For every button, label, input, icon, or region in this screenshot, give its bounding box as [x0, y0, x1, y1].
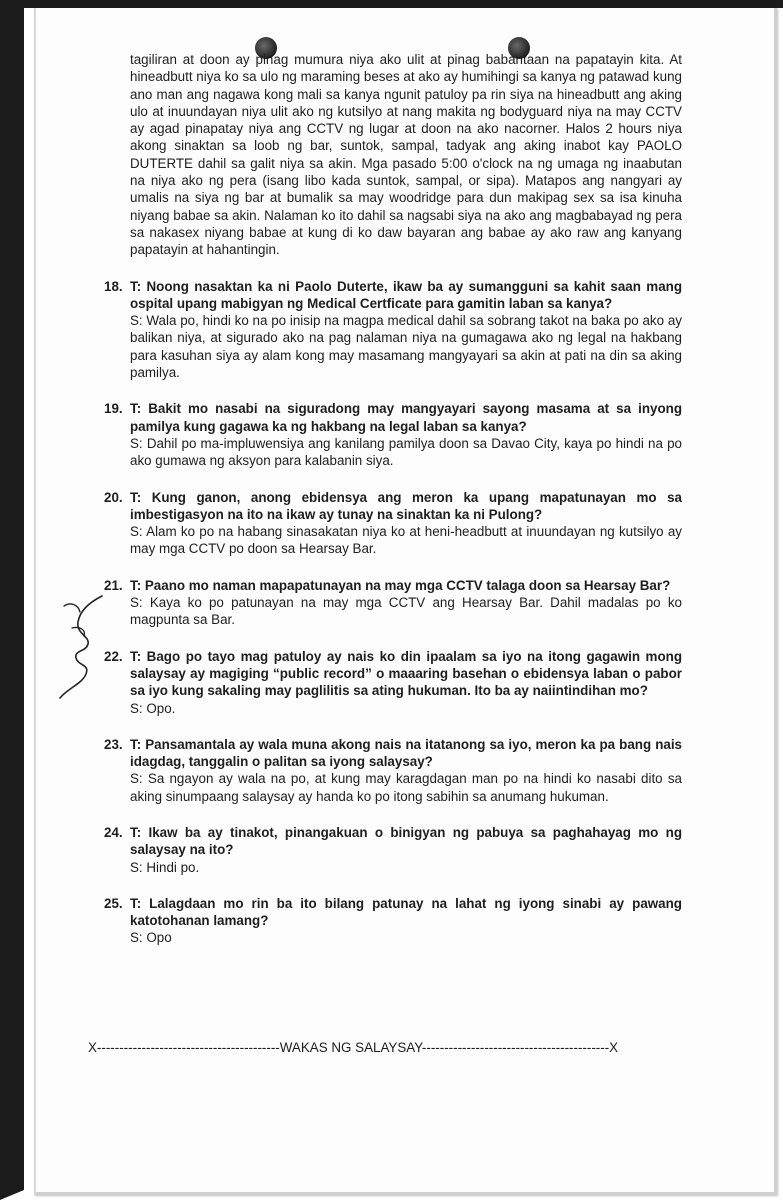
qa-item-18 [104, 278, 682, 382]
answer-text: S: Hindi po. [130, 859, 200, 875]
item-number: 25. [104, 895, 123, 911]
item-number: 20. [104, 489, 123, 505]
answer-text: S: Kaya ko po patunayan na may mga CCTV ang Hearsay Bar. Dahil madalas po ko magpunta sa Bar. [130, 595, 682, 628]
qa-item-19 [104, 400, 682, 469]
answer-text: S: Dahil po ma-impluwensiya ang kanilang pamilya doon sa Davao City, kaya po hindi na po ako gumawa ng aksyon para kalabanin siya. [130, 435, 682, 469]
item-number: 18. [104, 278, 123, 294]
item-number: 23. [104, 736, 123, 752]
qa-item-22 [104, 648, 682, 717]
question-text: T: Paano mo naman mapapatunayan na may mga CCTV talaga doon sa Hearsay Bar? [130, 577, 671, 593]
question-text: T: Bago po tayo mag patuloy ay nais ko din ipaalam sa iyo na itong gagawin mong salaysay ay magiging “public record” o maaaring basehan o ebidensya laban o pabor sa iyo kung sakaling may paglilitis sa ating hukuman. Ito ba ay naiintindihan mo? [130, 648, 682, 699]
question-text: T: Lalagdaan mo rin ba ito bilang patunay na lahat ng iyong sinabi ay pawang katotohanan lamang? [130, 895, 682, 929]
answer-text: S: Opo. [130, 700, 176, 716]
qa-item-25 [104, 895, 682, 947]
answer-text: S: Opo [130, 930, 172, 946]
answer-text: S: Alam ko po na habang sinasakatan niya ko at heni-headbutt at inuundayan ng kutsilyo ay may mga CCTV po doon sa Hearsay Bar. [130, 524, 682, 557]
intro-paragraph: tagiliran at doon ay pinag mumura niya ako ulit at pinag babantaan na papatayin kita. At hineadbutt niya ko sa ulo ng maraming beses at ako ay humihingi sa kanya ng patawad kung ano man ang nagawa kong mali sa kanya ngunit patuloy pa rin siya na hineadbutt ang aking ulo at inuundayan niya ulit ako ng kutsilyo at nang makita ng bodyguard niya na may CCTV ay agad pinapatay niya ang CCTV ng lugar at doon na ako nacorner. Halos 2 hours niya akong sinaktan sa loob ng bar, suntok, sampal, tadyak ang aking inabot kay PAOLO DUTERTE dahil sa galit niya sa akin. Mga pasado 5:00 o'clock na ng umaga ng inaabutan na niya ako ng pera (isang libo kada suntok, sampal, or sipa). Matapos ang nangyari ay umalis na siya ng bar at bumalik sa may woodridge para dun makipag sex sa isa kinuha niyang babae sa akin. Nalaman ko ito dahil sa nagsabi siya na ako ang magbabayad ng pera sa nakasex niyang babae at kung di ko daw bayaran ang babae ay ako raw ang kanyang papatayin at hahantingin. [130, 52, 682, 258]
answer-text: S: Sa ngayon ay wala na po, at kung may karagdagan man po na hindi ko nasabi dito sa aking sinumpaang salaysay ay handa ko po itong sabihin sa anumang hukuman. [130, 771, 682, 804]
item-number: 24. [104, 824, 123, 840]
question-text: T: Pansamantala ay wala muna akong nais na itatanong sa iyo, meron ka pa bang nais idagdag, tanggalin o palitan sa iyong salaysay? [130, 736, 682, 770]
signature-icon [50, 592, 110, 702]
question-text: T: Bakit mo nasabi na siguradong may mangyayari sayong masama at sa inyong pamilya kung gagawa ka ng hakbang na legal laban sa kanya? [130, 401, 682, 434]
answer-text: S: Wala po, hindi ko na po inisip na magpa medical dahil sa sobrang takot na baka po ako ay balikan niya, at sigurado ako na pag nalaman niya na gumagawa ako ng legal na hakbang para kasuhan siya ay alam kong may masamang mangyayari sa akin at pati na din sa aking pamilya. [130, 313, 682, 381]
qa-item-21 [104, 577, 682, 629]
item-number: 19. [104, 401, 123, 417]
item-number: 21. [104, 577, 123, 593]
item-number: 22. [104, 648, 123, 664]
question-text: T: Noong nasaktan ka ni Paolo Duterte, ikaw ba ay sumangguni sa kahit saan mang ospital upang mabigyan ng Medical Certficate para gamitin laban sa kanya? [130, 278, 682, 311]
qa-item-24 [104, 824, 682, 876]
question-text: T: Ikaw ba ay tinakot, pinangakuan o binigyan ng pabuya sa paghahayag mo ng salaysay na ito? [130, 824, 682, 858]
qa-item-20 [104, 489, 682, 558]
qa-item-23 [104, 736, 682, 805]
end-of-statement-marker: X-----------------------------------------WAKAS NG SALAYSAY------------------------------------------X [88, 1040, 619, 1055]
statement-body [104, 51, 682, 947]
question-text: T: Kung ganon, anong ebidensya ang meron ka upang mapatunayan mo sa imbestigasyon na ito na ikaw ay tunay na sinaktan ka ni Pulong? [130, 489, 682, 522]
